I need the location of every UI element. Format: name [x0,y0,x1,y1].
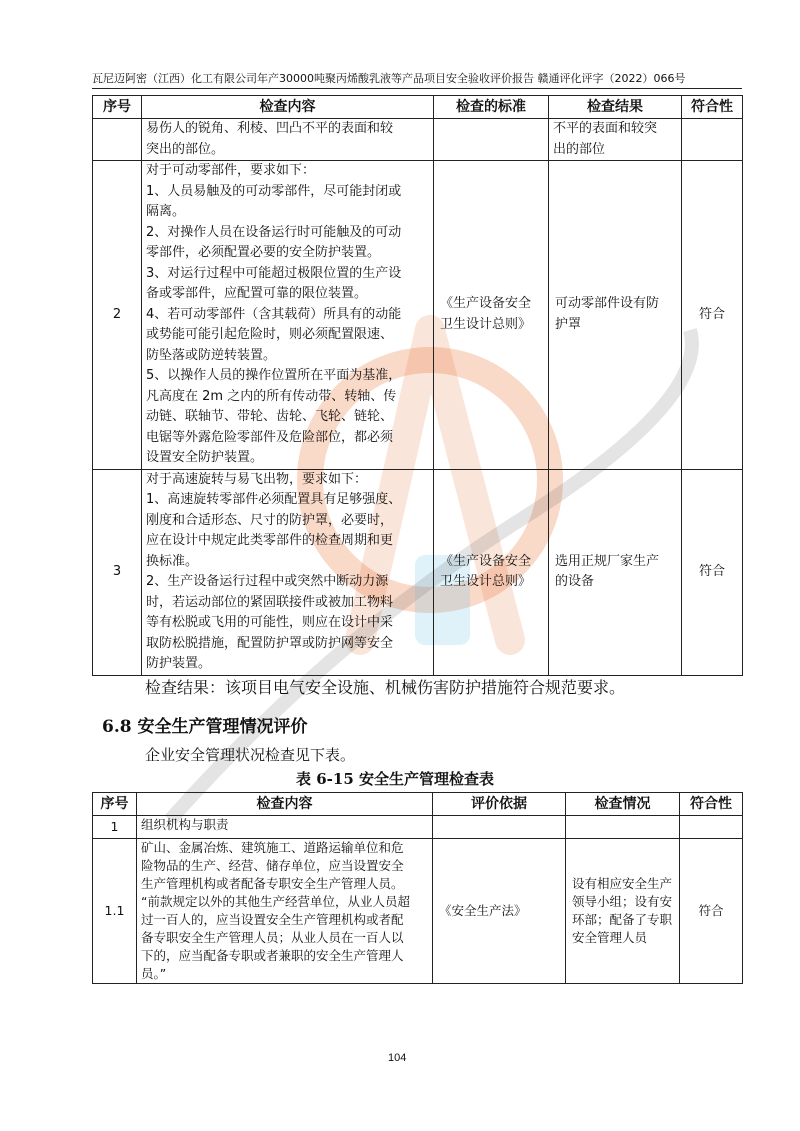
text-line: 不平的表面和较突 [553,121,658,136]
header-divider [92,88,742,89]
col-header-basis: 评价依据 [433,793,566,816]
text-line: 4、若可动零部件（含其载荷）所具有的动能 [146,306,402,322]
text-line: 突出的部位。 [146,141,225,157]
check-content [137,839,433,984]
check-content [142,119,434,161]
text-line: 备专职安全生产管理人员；从业人员在一百人以 [141,930,404,945]
section-heading: 6.8 安全生产管理情况评价 [102,717,308,737]
check-content [137,816,433,839]
col-header-result: 检查结果 [549,96,682,119]
text-line: 卫生设计总则》 [440,316,532,332]
check-standard [434,469,549,675]
text-line: 取防松脱措施，配置防护罩或防护网等安全 [146,635,394,651]
text-line: 2、对操作人员在设备运行时可能触及的可动 [146,224,402,240]
text-line: 防护装置。 [146,656,212,671]
conformity: 符合 [680,839,743,984]
text-line: 1、高速旋转零部件必须配置具有足够强度、 [146,492,402,507]
table-row [93,119,743,161]
text-line: 凡高度在 2m 之内的所有传动带、转轴、传 [146,388,397,404]
text-line: 员。” [141,966,167,981]
text-line: 电锯等外露危险零部件及危险部位，都必须 [146,429,394,445]
row-number [93,119,142,161]
table-row [93,839,743,984]
page-number: 104 [388,1052,407,1064]
safety-management-table [92,792,743,984]
text-line: “前款规定以外的其他生产经营单位，从业人员超 [141,894,410,909]
text-line: 对于高速旋转与易飞出物，要求如下： [146,471,368,487]
conformity: 符合 [682,161,743,470]
check-standard [434,161,549,470]
text-line: 生产管理机构或者配备专职安全生产管理人员。 [141,876,404,891]
col-header-situation: 检查情况 [566,793,680,816]
col-header-no: 序号 [93,793,137,816]
inspection-table-continued [92,95,743,676]
col-header-content: 检查内容 [142,96,434,119]
text-line: 5、以操作人员的操作位置所在平面为基准， [146,368,402,383]
text-line: 2、生产设备运行过程中或突然中断动力源 [146,574,389,589]
check-standard [434,119,549,161]
text-line: 零部件，必须配置必要的安全防护装置。 [146,245,381,260]
text-line: 设有相应安全生产 [572,876,673,891]
col-header-standard: 检查的标准 [434,96,549,119]
col-header-no: 序号 [93,96,142,119]
text-line: 动链、联轴节、带轮、齿轮、飞轮、链轮、 [146,409,394,424]
evaluation-basis: 《安全生产法》 [433,839,566,984]
text-line: 刚度和合适形态、尺寸的防护罩，必要时， [146,512,394,528]
text-line: 选用正规厂家生产 [555,553,660,569]
text-line: 1、人员易触及的可动零部件，尽可能封闭或 [146,183,402,199]
text-line: 险物品的生产、经营、储存单位，应当设置安全 [141,858,404,873]
table-row [93,161,743,470]
text-line: 卫生设计总则》 [440,574,532,589]
text-line: 过一百人的，应当设置安全生产管理机构或者配 [141,912,404,927]
col-header-conform: 符合性 [682,96,743,119]
table-header-row [93,96,743,119]
conformity [682,119,743,161]
page-header: 瓦尼迈阿密（江西）化工有限公司年产30000吨聚丙烯酸乳液等产品项目安全验收评价报告 赣通评化评字（2022）066号 [92,72,686,85]
text-line: 换标准。 [146,553,199,569]
row-number: 2 [93,161,142,470]
row-number: 1 [93,816,137,839]
text-line: 的设备 [555,574,595,589]
check-result [549,469,682,675]
check-result [549,119,682,161]
check-content [142,469,434,675]
text-line: 隔离。 [146,204,186,219]
col-header-conform: 符合性 [680,793,743,816]
text-line: 等有松脱或飞用的可能性，则应在设计中采 [146,615,394,630]
check-situation [566,839,680,984]
text-line: 安全管理人员 [572,930,648,945]
text-line: 领导小组；设有安 [572,894,673,909]
text-line: 组织机构与职责 [141,817,229,832]
text-line: 出的部位 [553,141,606,157]
intro-paragraph: 企业安全管理状况检查见下表。 [145,746,356,764]
text-line: 易伤人的锐角、利棱、凹凸不平的表面和较 [146,121,394,136]
text-line: 下的，应当配备专职或者兼职的安全生产管理人 [141,948,404,963]
text-line: 护罩 [555,316,582,332]
text-line: 可动零部件设有防 [555,296,660,312]
check-content [142,161,434,470]
conformity: 符合 [682,469,743,675]
table-row [93,469,743,675]
check-situation [566,816,680,839]
row-number: 1.1 [93,839,137,984]
table-header-row [93,793,743,816]
text-line: 对于可动零部件，要求如下： [146,163,316,178]
check-result-text: 检查结果：该项目电气安全设施、机械伤害防护措施符合规范要求。 [145,678,626,697]
col-header-content: 检查内容 [137,793,433,816]
text-line: 或势能可能引起危险时，则必须配置限速、 [146,327,394,342]
check-result [549,161,682,470]
row-number: 3 [93,469,142,675]
text-line: 矿山、金属冶炼、建筑施工、道路运输单位和危 [141,840,404,855]
text-line: 备或零部件，应配置可靠的限位装置。 [146,286,368,301]
text-line: 环部；配备了专职 [572,912,673,927]
text-line: 防坠落或防逆转装置。 [146,347,277,363]
table-caption: 表 6-15 安全生产管理检查表 [296,770,494,788]
evaluation-basis [433,816,566,839]
text-line: 3、对运行过程中可能超过极限位置的生产设 [146,265,402,281]
text-line: 《生产设备安全 [440,553,532,569]
text-line: 时，若运动部位的紧固联接件或被加工物料 [146,594,394,610]
text-line: 设置安全防护装置。 [146,450,264,465]
table-row [93,816,743,839]
text-line: 应在设计中规定此类零部件的检查周期和更 [146,533,394,548]
text-line: 《生产设备安全 [440,296,532,312]
conformity [680,816,743,839]
